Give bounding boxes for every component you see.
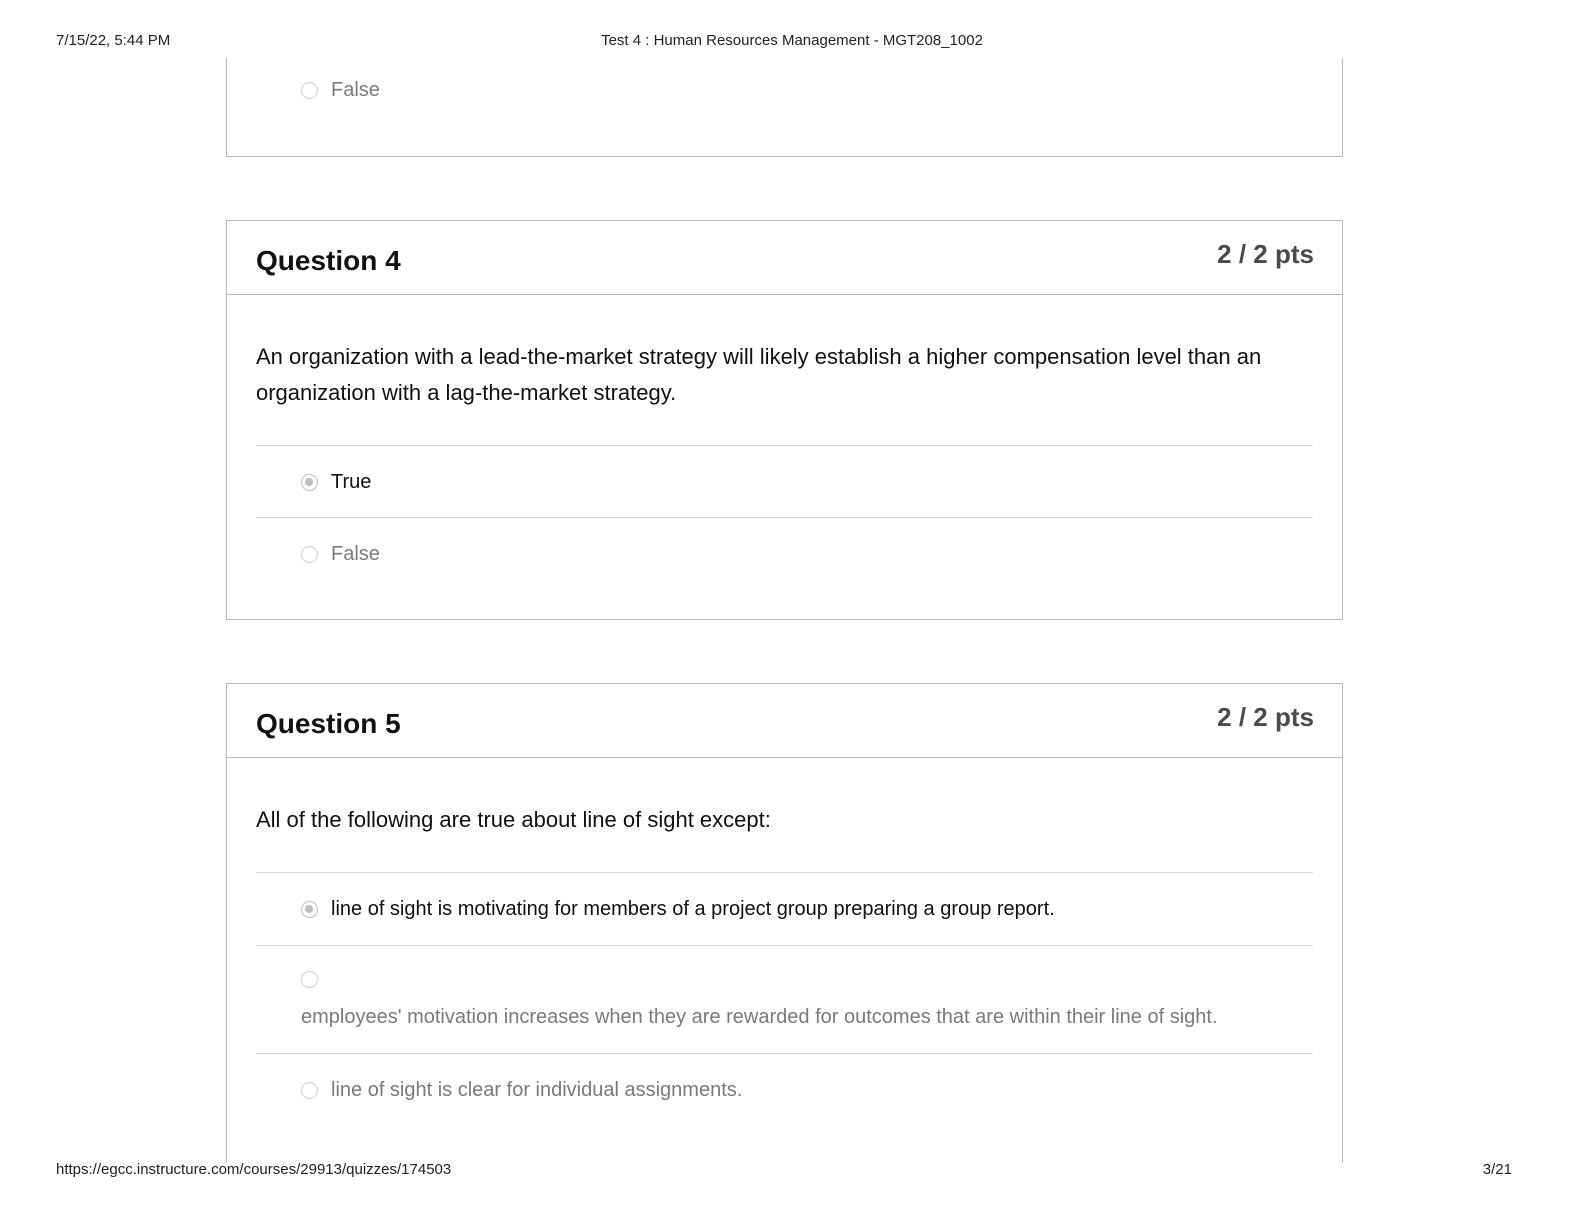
divider — [256, 945, 1313, 946]
divider — [256, 445, 1313, 446]
radio-button-selected[interactable] — [301, 474, 318, 491]
divider — [256, 517, 1313, 518]
print-url: https://egcc.instructure.com/courses/29913/quizzes/174503 — [56, 1161, 452, 1178]
answer-label: line of sight is clear for individual assignments. — [331, 1079, 743, 1101]
question-text: All of the following are true about line of sight except: — [256, 807, 771, 832]
question-header — [227, 684, 1342, 758]
print-page-number: 3/21 — [1482, 1161, 1512, 1178]
question-points: 2 / 2 pts — [1217, 702, 1314, 732]
answer-label: False — [331, 79, 380, 101]
answer-option[interactable] — [301, 971, 1302, 1029]
question-card — [226, 683, 1343, 1163]
radio-button[interactable] — [301, 82, 318, 99]
answer-option[interactable] — [301, 79, 1302, 102]
radio-button[interactable] — [301, 971, 318, 988]
answer-label: False — [331, 543, 380, 565]
partial-question-card — [226, 58, 1343, 157]
answer-label: line of sight is motivating for members of a project group preparing a group report. — [331, 898, 1055, 920]
question-title: Question 4 — [256, 245, 401, 276]
answer-label: employees' motivation increases when they are rewarded for outcomes that are within their line of sight. — [301, 1006, 1218, 1028]
question-title: Question 5 — [256, 708, 401, 739]
answer-option[interactable] — [301, 898, 1302, 921]
question-header — [227, 221, 1342, 295]
divider — [256, 872, 1313, 873]
radio-button[interactable] — [301, 546, 318, 563]
answer-option[interactable] — [301, 543, 1302, 566]
radio-button[interactable] — [301, 1082, 318, 1099]
question-text: An organization with a lead-the-market strategy will likely establish a higher compensation level than an organization with a lag-the-market strategy. — [256, 344, 1262, 405]
radio-button-selected[interactable] — [301, 901, 318, 918]
answer-option[interactable] — [301, 471, 1302, 494]
question-points: 2 / 2 pts — [1217, 239, 1314, 269]
print-page-title: Test 4 : Human Resources Management - MGT208_1002 — [601, 32, 983, 49]
print-datetime: 7/15/22, 5:44 PM — [56, 32, 171, 49]
divider — [256, 1053, 1313, 1054]
answer-label: True — [331, 471, 372, 493]
answer-option[interactable] — [301, 1079, 1302, 1102]
question-card — [226, 220, 1343, 620]
